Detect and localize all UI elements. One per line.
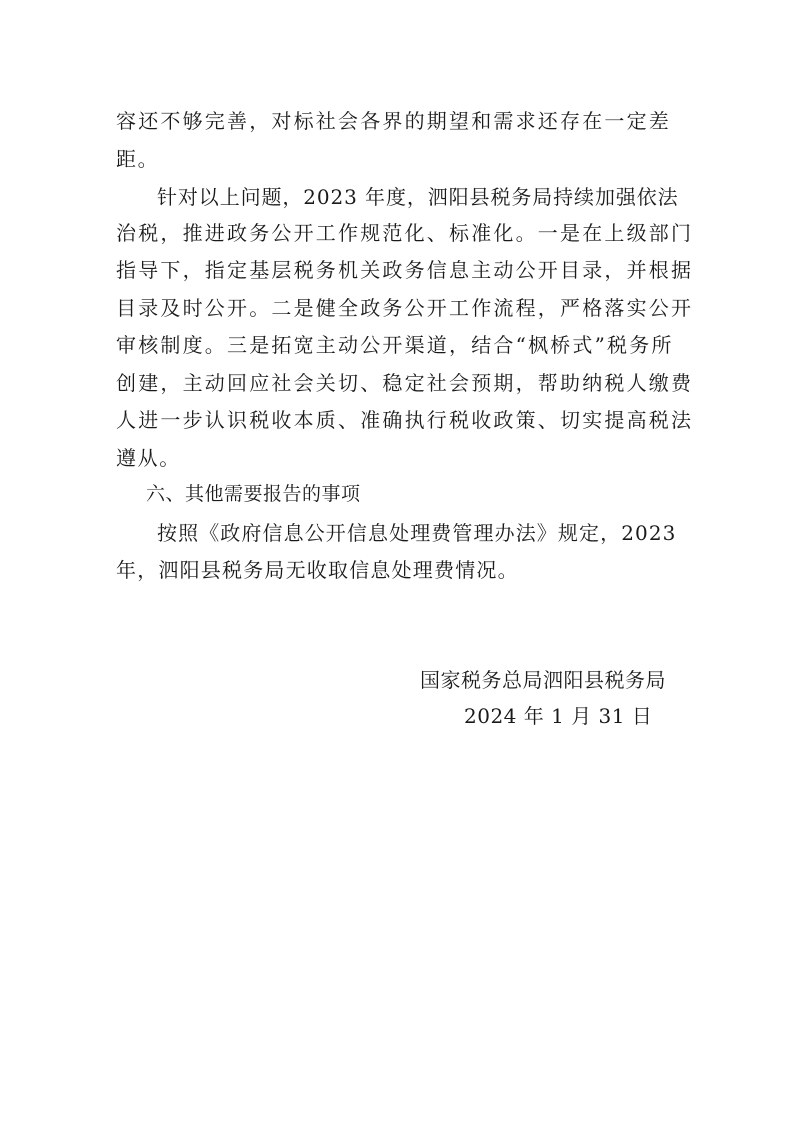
paragraph-line: 针对以上问题，2023 年度，泗阳县税务局持续加强依法 [157,185,679,209]
paragraph-line: 容还不够完善，对标社会各界的期望和需求还存在一定差 [116,109,671,133]
signature-date: 2024 年 1 月 31 日 [464,704,653,728]
paragraph-line: 按照《政府信息公开信息处理费管理办法》规定，2023 [157,521,677,545]
paragraph-line: 年，泗阳县税务局无收取信息处理费情况。 [116,558,519,582]
paragraph-line: 人进一步认识税收本质、准确执行税收政策、切实提高税法 [116,408,694,432]
section-heading: 六、其他需要报告的事项 [146,483,361,505]
paragraph-line: 创建，主动回应社会关切、稳定社会预期，帮助纳税人缴费 [116,371,694,395]
signature-organization: 国家税务总局泗阳县税务局 [420,668,666,692]
paragraph-line: 审核制度。三是拓宽主动公开渠道，结合“枫桥式”税务所 [116,333,674,357]
paragraph-line: 指导下，指定基层税务机关政务信息主动公开目录，并根据 [116,258,694,282]
paragraph-line: 目录及时公开。二是健全政务公开工作流程，严格落实公开 [116,296,694,320]
paragraph-line: 距。 [116,147,160,171]
paragraph-line: 治税，推进政务公开工作规范化、标准化。一是在上级部门 [116,221,694,245]
paragraph-line: 遵从。 [116,446,181,470]
